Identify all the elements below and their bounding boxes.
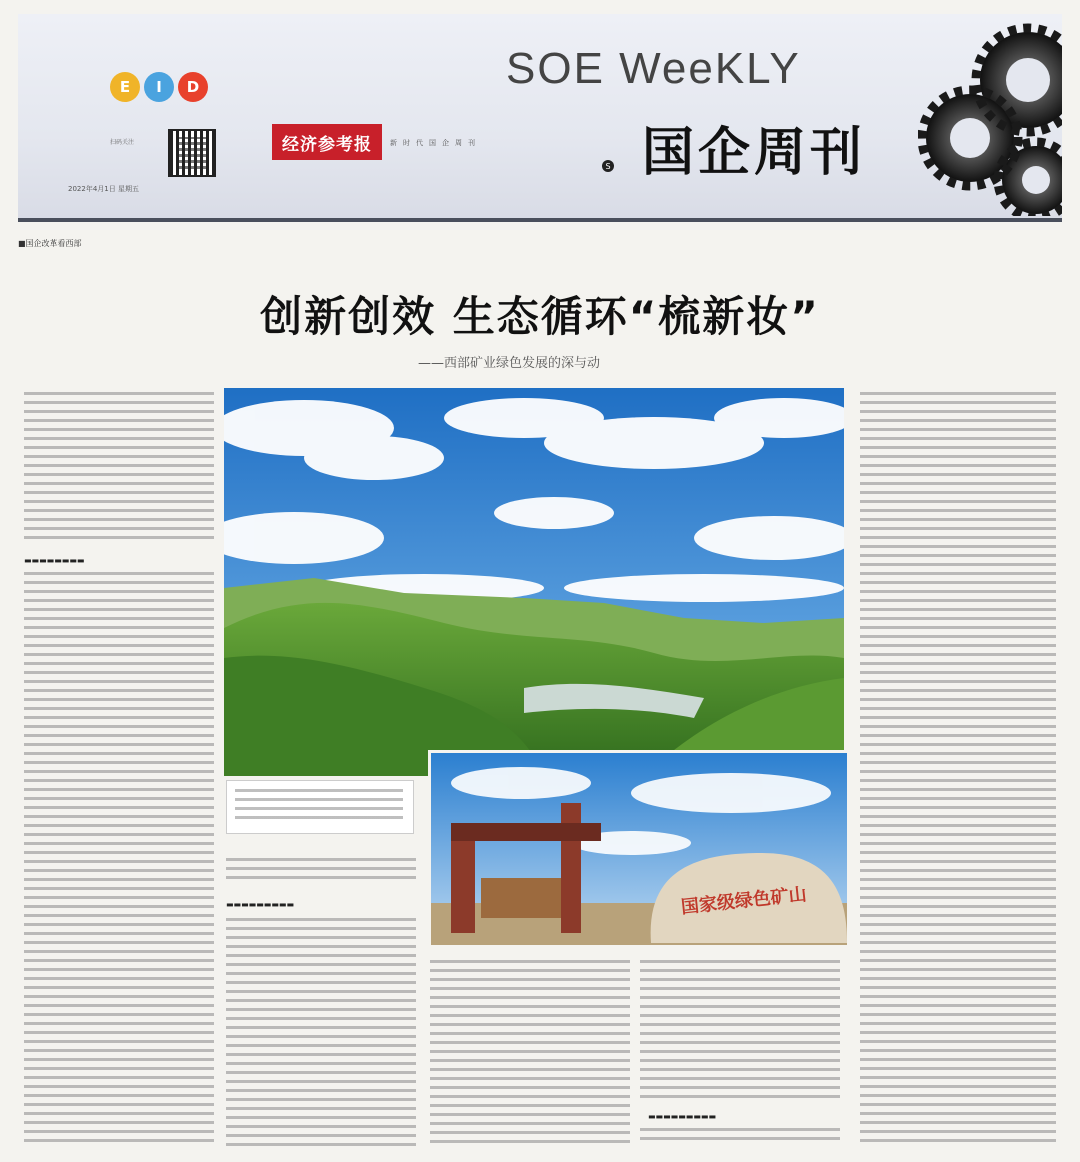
green-mine-gate-photo xyxy=(428,750,850,948)
qr-label: 扫码关注 xyxy=(110,139,135,146)
lower-subheading: ▬▬▬▬▬▬▬▬▬ xyxy=(648,1112,717,1121)
zh-weekly-title: 国企周刊 xyxy=(642,122,867,183)
eid-logo xyxy=(110,72,208,102)
eid-letter-i: I xyxy=(144,72,174,102)
masthead xyxy=(18,14,1062,222)
middle-subheading: ▬▬▬▬▬▬▬▬▬ xyxy=(226,900,295,909)
s-mark-icon: S xyxy=(602,160,614,172)
issue-line: 2022年4月1日 星期五 xyxy=(68,185,139,193)
lower-column-text-1 xyxy=(430,960,630,1146)
gears-icon xyxy=(918,20,1062,216)
tagline: 新时代国企周刊 xyxy=(390,139,481,147)
qr-code-icon xyxy=(168,129,216,177)
eid-letter-e: E xyxy=(110,72,140,102)
soe-weekly-title: SOE WeeKLY xyxy=(506,44,801,93)
mountain-landscape-photo xyxy=(224,388,844,776)
left-column-text-1 xyxy=(24,392,214,542)
section-tag: ■国企改革看西部 xyxy=(18,239,82,248)
photo-caption xyxy=(226,780,414,834)
middle-column-text-2 xyxy=(226,918,416,1146)
caption-text xyxy=(235,789,403,825)
article-subheadline: ——西部矿业绿色发展的深与动 xyxy=(418,356,601,371)
lower-column-text-2 xyxy=(640,960,840,1100)
eid-letter-d: D xyxy=(178,72,208,102)
middle-column-text-1 xyxy=(226,858,416,880)
right-column-text xyxy=(860,392,1056,1147)
svg-text:国家级绿色矿山: 国家级绿色矿山 xyxy=(680,884,808,919)
lower-column-text-3 xyxy=(640,1128,840,1146)
left-subheading-1: ▬▬▬▬▬▬▬▬ xyxy=(24,556,85,565)
left-column-text-2 xyxy=(24,572,214,1147)
article-headline: 创新创效 生态循环“梳新妆” xyxy=(260,292,820,341)
paper-logo: 经济参考报 xyxy=(272,124,382,160)
